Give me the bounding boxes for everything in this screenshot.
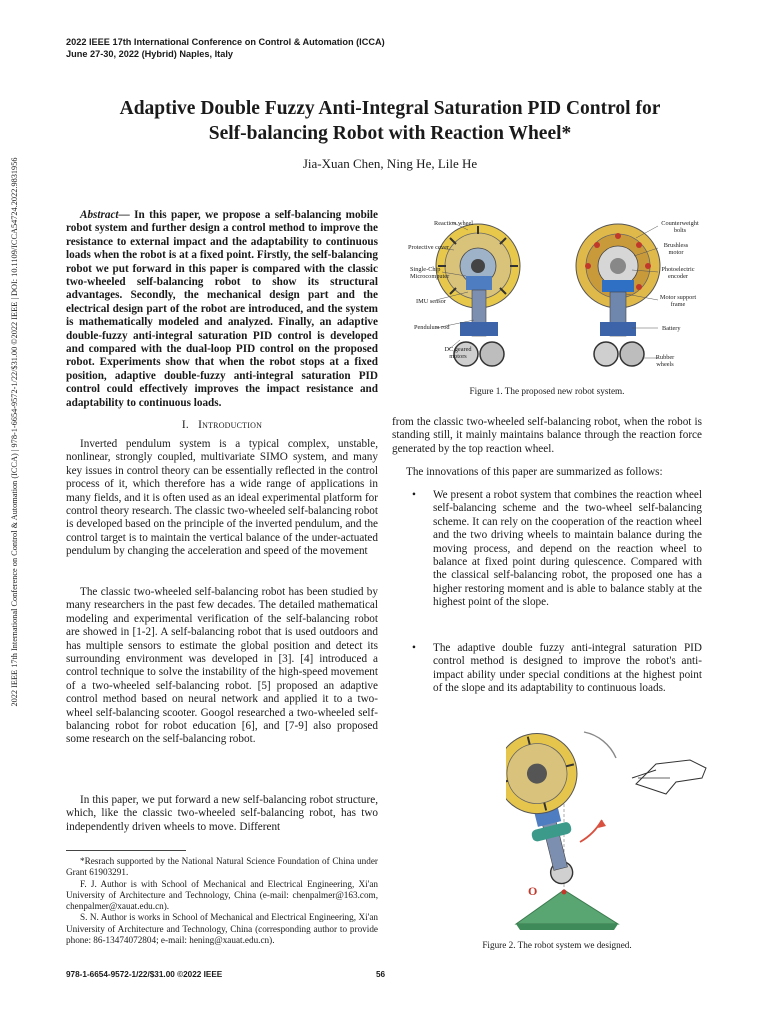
- conference-name: 2022 IEEE 17th International Conference on Control & Automation (ICCA): [66, 37, 385, 47]
- figure-2: [506, 724, 718, 930]
- bullet-1-marker: •: [412, 489, 416, 501]
- figure-1: [396, 210, 710, 378]
- section-heading: [66, 419, 378, 432]
- title-line-2: Self-balancing Robot with Reaction Wheel*: [208, 123, 572, 144]
- intro-p3-text: In this paper, we put forward a new self-balancing robot structure, which, like the classic two-wheeled self-balancing robot, has two independently driven wheels to move. Different: [66, 794, 378, 833]
- intro-paragraph-1: [66, 438, 378, 559]
- pivot-point-label: O: [528, 884, 538, 898]
- innovations-intro: [392, 466, 702, 479]
- bullet-item-2: [392, 642, 702, 696]
- label-battery: Battery: [662, 325, 681, 332]
- footnote-1: *Resrach supported by the National Natural Science Foundation of China under Grant 61903291.: [66, 856, 378, 878]
- conference-header: [66, 36, 385, 60]
- label-dc-motors: DC geared motors: [444, 346, 472, 360]
- section-number: I.: [181, 419, 189, 431]
- footnote-2: F. J. Author is with School of Mechanical and Electrical Engineering, Xi'an University of Architecture and Technology, China (e-mail: chenpalmer@163.com, chenpalmer@xauat.edu.cn).: [66, 878, 378, 912]
- footnote-rule: [66, 850, 186, 851]
- bullet-item-1: [392, 489, 702, 610]
- section-title: Introduction: [198, 419, 263, 431]
- robot-rear-view: [576, 224, 660, 366]
- figure-1-caption: Figure 1. The proposed new robot system.: [469, 386, 625, 396]
- bullet-2-text: The adaptive double fuzzy anti-integral saturation PID control method is designed to improve the robot's anti-impact ability under special conditions at the highest point of the slope and its adaptability to continuous loads.: [433, 642, 702, 695]
- robot-slope-illustration: [506, 724, 718, 930]
- label-reaction-wheel: Reaction wheel: [434, 220, 473, 227]
- intro-p3-cont-text: from the classic two-wheeled self-balancing robot, when the robot is standing still, it mainly maintains balance through the reaction force generated by the top reaction wheel.: [392, 416, 702, 455]
- intro-p1-text: Inverted pendulum system is a typical complex, unstable, nonlinear, strongly coupled, multivariate SIMO system, and many key issues in control theory can be essentially reflected in the control process of it, which therefore has a wide range of applications in many fields, and it is often used as an ideal experimental platform for control theory research. The classic two-wheeled self-balancing robot is developed based on the principle of the inverted pendulum, and the control target is to maintain the vertical balance of the under-actuated pendulum by changing the acceleration and speed of the movement: [66, 438, 378, 558]
- bullet-1-text: We present a robot system that combines the reaction wheel self-balancing scheme and the two-wheel self-balancing scheme. It can rely on the cooperation of the reaction wheel and the two driving wheels to maintain balance during the moving process, and depend on the reaction wheel to balance at fixed point during quiescence. Compared with the classical self-balancing robot, the proposed one has a higher restoring moment and is able to balance stably at the highest point of the slope.: [433, 489, 702, 609]
- page-number: 56: [376, 970, 386, 979]
- abstract-dash: —: [118, 209, 130, 221]
- doi-sidebar: 2022 IEEE 17th International Conference on Control & Automation (ICCA) | 978-1-6654-9572-1/22/$31.00 ©2022 IEEE | DOI: 10.1109/ICCA54724.2022.9831956: [10, 157, 19, 707]
- label-protective-cover: Protective cover: [408, 244, 450, 251]
- bullet-2-marker: •: [412, 642, 416, 654]
- label-encoder: Photoelectric encoder: [661, 266, 695, 280]
- label-imu: IMU sensor: [416, 298, 446, 305]
- label-single-chip: Single-Chip Microcomputer: [410, 266, 450, 280]
- innovations-intro-text: The innovations of this paper are summarized as follows:: [406, 466, 663, 478]
- title-line-1: Adaptive Double Fuzzy Anti-Integral Saturation PID Control for: [119, 98, 661, 119]
- intro-paragraph-2: [66, 586, 378, 747]
- footnotes: [66, 856, 378, 946]
- intro-p2-text: The classic two-wheeled self-balancing robot has been studied by many researchers in the past few decades. The detailed mathematical modeling and experimental verification of the self-balancing robot are showed in [1-2]. A self-balancing robot that is used outdoors and has multiple sensors to estimate the global position and detect its surrounding environment was developed in [3]. [4] introduced a control technique to solve the instability of the high-speed movement of a two-wheeled self-balancing robot. [5] proposed an adaptive control method based on neural network and applied it to a two-wheel self-balancing scooter. Googol researched a two-wheeled self-balancing robot for robot education [6], and [7-9] also proposed some research on the self-balancing robot.: [66, 586, 378, 746]
- footer-isbn: 978-1-6654-9572-1/22/$31.00 ©2022 IEEE: [66, 970, 223, 979]
- abstract-text: In this paper, we propose a self-balancing mobile robot system and further design a control method to improve the resistance to external impact and the adaptability to continuous loads when the robot is at a fixed point. Firstly, the self-balancing robot we put forward in this paper is compared with the classic two-wheeled self-balancing robot to show its structural advantages. Secondly, the mechanical design part and the electrical design part of the robot are introduced, and the system is mathematically modeled and analyzed. Finally, an adaptive double-fuzzy anti-integral saturation PID control is developed and compared with the dual-loop PID control on the proposed robot. Experiments show that when the robot stops at a fixed position, adaptive double-fuzzy anti-integral saturation PID control could effectively improves the impact resistance and adaptability to continuous loads.: [66, 209, 378, 409]
- abstract-lead: Abstract: [80, 209, 119, 221]
- label-brushless: Brushless motor: [663, 242, 689, 256]
- figure-2-caption: Figure 2. The robot system we designed.: [482, 940, 632, 950]
- authors: Jia-Xuan Chen, Ning He, Lile He: [302, 156, 478, 171]
- label-motor-support: Motor support frame: [659, 294, 697, 308]
- footnote-3: S. N. Author is works in School of Mechanical and Electrical Engineering, Xi'an University of Architecture and Technology, China (corresponding author to provide phone: 86-13474072804; e-mail: hening@xauat.edu.cn).: [66, 912, 378, 946]
- label-rubber-wheels: Rubber wheels: [655, 354, 675, 368]
- label-counterweight: Counterweight bolts: [661, 220, 699, 234]
- abstract: [66, 209, 378, 410]
- intro-paragraph-3-continued: [392, 416, 702, 456]
- paper-title: [60, 96, 720, 146]
- label-pendulum-rod: Pendulum rod: [414, 324, 450, 331]
- conference-dates: June 27-30, 2022 (Hybrid) Naples, Italy: [66, 49, 233, 59]
- intro-paragraph-3: [66, 794, 378, 834]
